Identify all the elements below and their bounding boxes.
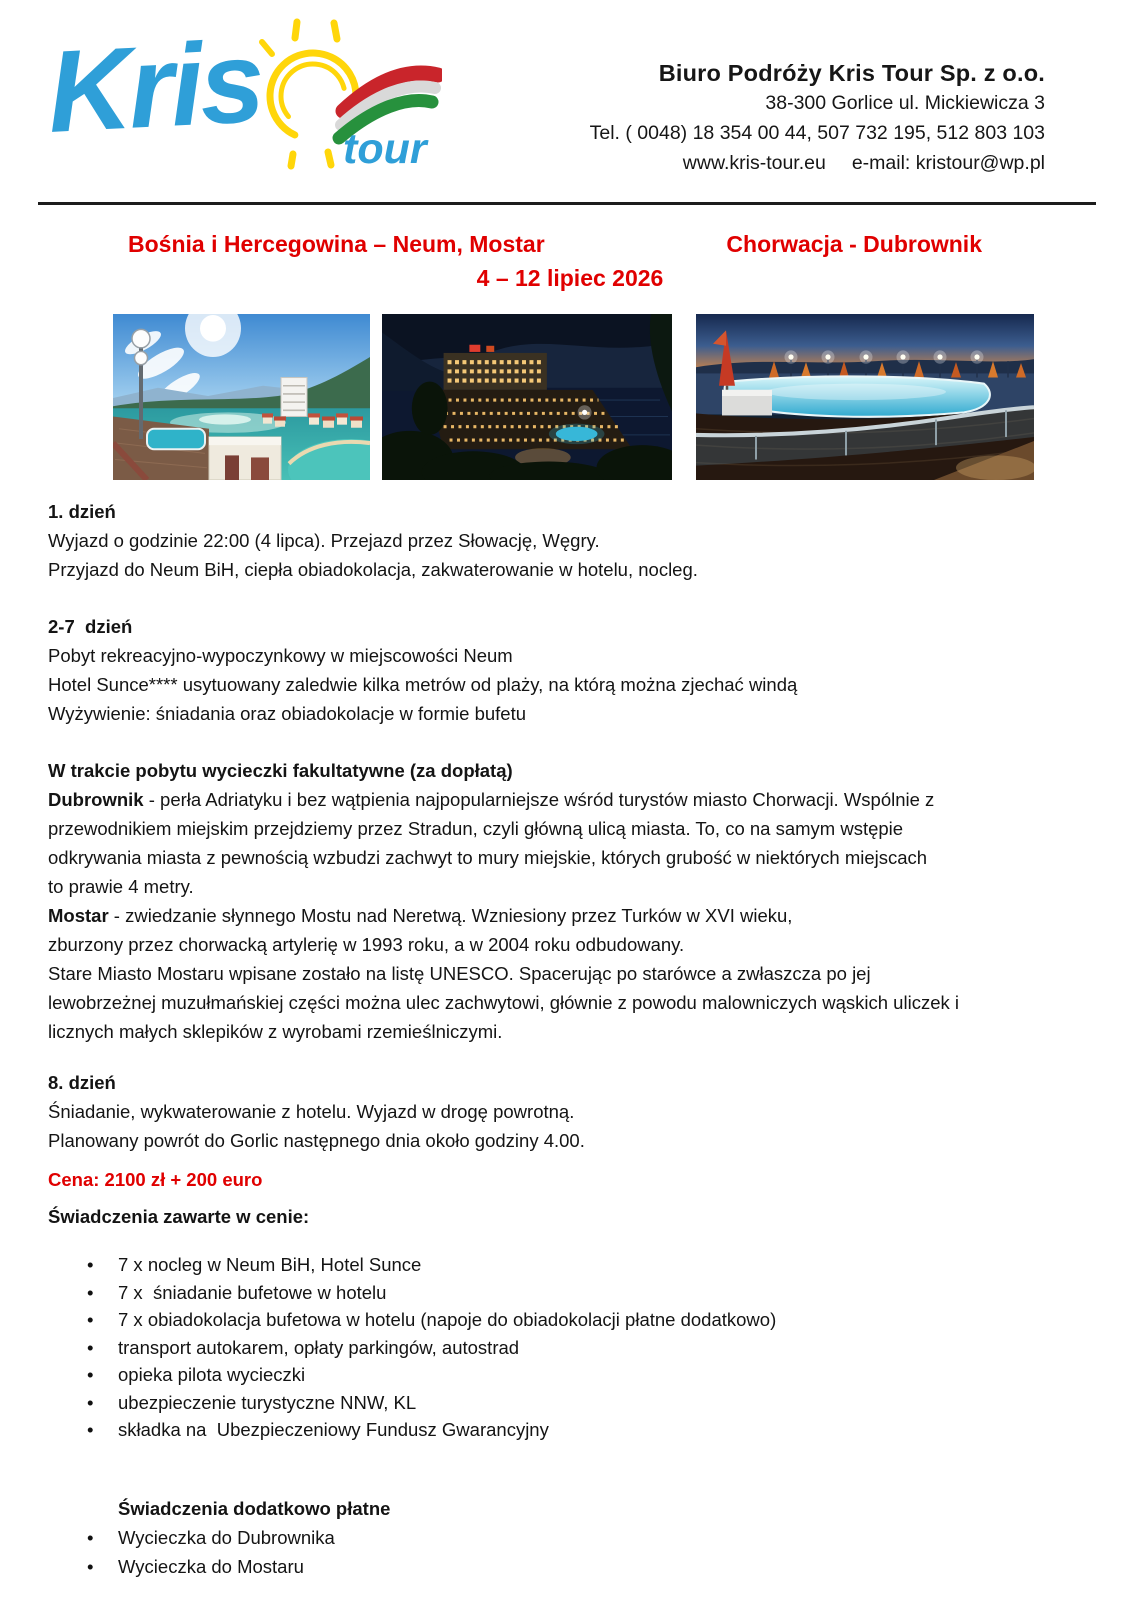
mostar-line: licznych małych sklepików z wyrobami rzemieślniczymi. bbox=[48, 1021, 503, 1042]
company-address: 38-300 Gorlice ul. Mickiewicza 3 bbox=[765, 92, 1045, 114]
included-heading: Świadczenia zawarte w cenie: bbox=[48, 1206, 310, 1227]
mostar-line: lewobrzeżnej muzułmańskiej części można ulec zachwytowi, głównie z powodu malowniczych wąskich uliczek i bbox=[48, 992, 959, 1013]
photo-pool-dusk bbox=[696, 314, 1034, 480]
photo-neum-bay-day bbox=[113, 314, 370, 480]
mostar-line: Mostar - zwiedzanie słynnego Mostu nad Neretwą. Wzniesiony przez Turków w XVI wieku, bbox=[48, 905, 793, 926]
day2-7-heading: 2-7 dzień bbox=[48, 616, 133, 637]
day8-line: Śniadanie, wykwaterowanie z hotelu. Wyjazd w drogę powrotną. bbox=[48, 1101, 575, 1122]
company-phone: Tel. ( 0048) 18 354 00 44, 507 732 195, 512 803 103 bbox=[589, 122, 1045, 144]
included-item: • składka na Ubezpieczeniowy Fundusz Gwarancyjny bbox=[118, 1416, 1106, 1444]
extra-heading: Świadczenia dodatkowo płatne bbox=[118, 1497, 391, 1519]
offer-body bbox=[48, 497, 1106, 1581]
included-list bbox=[48, 1251, 1106, 1444]
trip-title bbox=[0, 229, 1140, 293]
company-email: e-mail: kristour@wp.pl bbox=[851, 152, 1045, 174]
mostar-line: Stare Miasto Mostaru wpisane zostało na listę UNESCO. Spacerując po starówce a zwłaszcza po jej bbox=[48, 963, 871, 984]
trip-destination-right: Chorwacja - Dubrownik bbox=[726, 231, 982, 257]
day2-7-line: Wyżywienie: śniadania oraz obiadokolacje w formie bufetu bbox=[48, 703, 527, 724]
mostar-line: zburzony przez chorwacką artylerię w 1993 roku, a w 2004 roku odbudowany. bbox=[48, 934, 685, 955]
kris-tour-logo bbox=[50, 8, 442, 180]
extra-item: • Wycieczka do Mostaru bbox=[118, 1552, 1106, 1581]
kris-tour-logo-icon bbox=[50, 8, 442, 180]
included-item: • opieka pilota wycieczki bbox=[118, 1361, 1106, 1389]
trip-dates: 4 – 12 lipiec 2026 bbox=[476, 265, 664, 291]
dubrownik-line: Dubrownik - perła Adriatyku i bez wątpienia najpopularniejsze wśród turystów miasto Chorwacji. Wspólnie z bbox=[48, 789, 935, 810]
trip-destination-left: Bośnia i Hercegowina – Neum, Mostar bbox=[128, 231, 545, 257]
day1-line: Wyjazd o godzinie 22:00 (4 lipca). Przejazd przez Słowację, Węgry. bbox=[48, 530, 600, 551]
included-item: • ubezpieczenie turystyczne NNW, KL bbox=[118, 1389, 1106, 1417]
logo-tour-text: tour bbox=[343, 125, 427, 173]
excursions-heading: W trakcie pobytu wycieczki fakultatywne (za dopłatą) bbox=[48, 760, 513, 781]
included-item: • 7 x nocleg w Neum BiH, Hotel Sunce bbox=[118, 1251, 1106, 1279]
day8-heading: 8. dzień bbox=[48, 1072, 116, 1093]
dubrownik-line: przewodnikiem miejskim przejdziemy przez Stradun, czyli główną ulicą miasta. To, co na samym wstępie bbox=[48, 818, 904, 839]
photo-strip bbox=[113, 314, 1034, 480]
section-excursions bbox=[48, 756, 1106, 1046]
dubrownik-line: odkrywania miasta z pewnością wzbudzi zachwyt to mury miejskie, których grubość w niektórych miejscach bbox=[48, 847, 928, 868]
photo-hotel-night bbox=[382, 314, 672, 480]
day8-line: Planowany powrót do Gorlic następnego dnia około godziny 4.00. bbox=[48, 1130, 585, 1151]
included-item: • transport autokarem, opłaty parkingów, autostrad bbox=[118, 1334, 1106, 1362]
day2-7-line: Pobyt rekreacyjno-wypoczynkowy w miejscowości Neum bbox=[48, 645, 513, 666]
day1-line: Przyjazd do Neum BiH, ciepła obiadokolacja, zakwaterowanie w hotelu, nocleg. bbox=[48, 559, 698, 580]
company-website: www.kris-tour.eu bbox=[682, 152, 826, 174]
extra-item: • Wycieczka do Dubrownika bbox=[118, 1523, 1106, 1552]
dubrownik-lead: Dubrownik bbox=[48, 789, 144, 810]
section-day-1 bbox=[48, 497, 1106, 584]
included-item: • 7 x obiadokolacja bufetowa w hotelu (napoje do obiadokolacji płatne dodatkowo) bbox=[118, 1306, 1106, 1334]
day1-heading: 1. dzień bbox=[48, 501, 116, 522]
extra-list bbox=[48, 1523, 1106, 1581]
included-item: • 7 x śniadanie bufetowe w hotelu bbox=[118, 1279, 1106, 1307]
day2-7-line: Hotel Sunce**** usytuowany zaledwie kilka metrów od plaży, na którą można zjechać windą bbox=[48, 674, 798, 695]
section-day-8 bbox=[48, 1068, 1106, 1155]
section-day-2-7 bbox=[48, 612, 1106, 728]
header-divider bbox=[38, 202, 1096, 205]
company-name: Biuro Podróży Kris Tour Sp. z o.o. bbox=[658, 60, 1045, 86]
logo-kris-text: Kris bbox=[50, 15, 265, 157]
dubrownik-line: to prawie 4 metry. bbox=[48, 876, 194, 897]
company-info bbox=[590, 58, 1045, 178]
mostar-lead: Mostar bbox=[48, 905, 109, 926]
price-line: Cena: 2100 zł + 200 euro bbox=[48, 1169, 263, 1190]
